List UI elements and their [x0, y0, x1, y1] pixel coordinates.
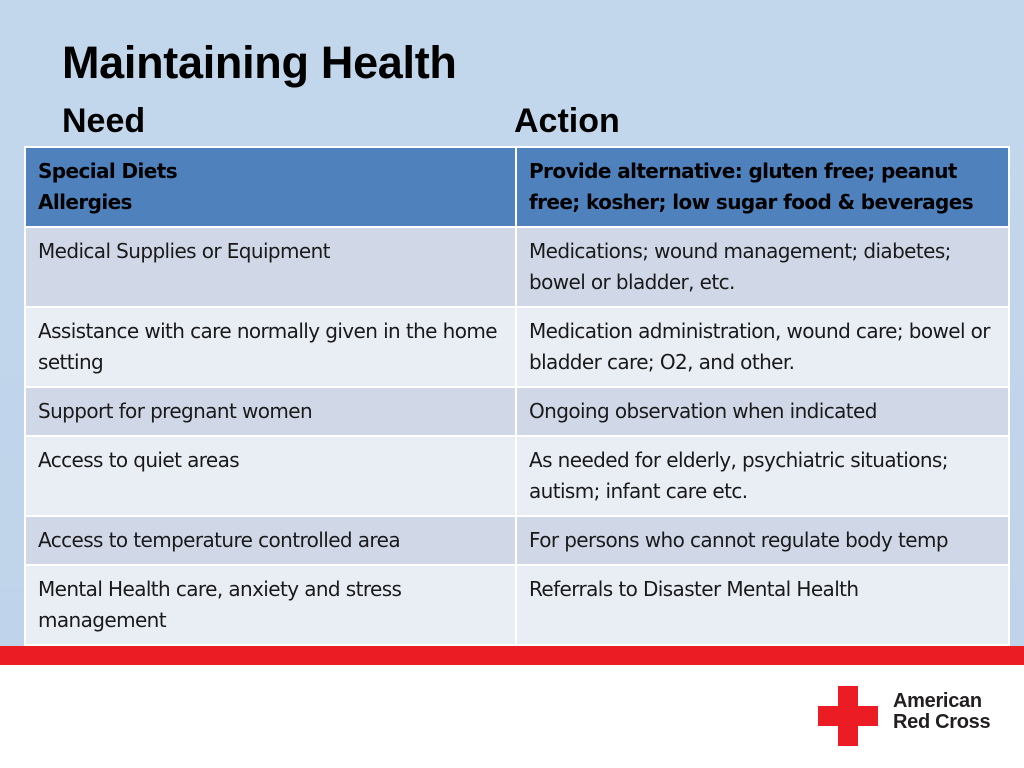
table-cell-need: Support for pregnant women: [25, 387, 516, 436]
table-row: [25, 307, 1009, 387]
table-header-row: [25, 147, 1009, 227]
logo-line-2: Red Cross: [893, 711, 991, 733]
table-cell-need: Assistance with care normally given in the home setting: [25, 307, 516, 387]
table-cell-need: Medical Supplies or Equipment: [25, 227, 516, 307]
table-cell-need: Access to temperature controlled area: [25, 516, 516, 565]
table-row: [25, 387, 1009, 436]
header-need-line: Allergies: [38, 190, 132, 214]
health-table: [24, 146, 1008, 646]
table-cell-need: Access to quiet areas: [25, 436, 516, 516]
table-cell-action: Ongoing observation when indicated: [516, 387, 1009, 436]
logo-line-1: American: [893, 690, 982, 712]
table-cell-action: Provide alternative: gluten free; peanut free; kosher; low sugar food & beverages: [516, 147, 1009, 227]
need-heading: Need: [62, 102, 146, 140]
logo-wordmark: [893, 691, 990, 733]
action-heading: Action: [514, 102, 620, 140]
table-cell-action: For persons who cannot regulate body temp: [516, 516, 1009, 565]
table-row: [25, 516, 1009, 565]
table-cell-action: Medications; wound management; diabetes; bowel or bladder, etc.: [516, 227, 1009, 307]
table-row: [25, 227, 1009, 307]
table-row: [25, 436, 1009, 516]
table-cell-need: Mental Health care, anxiety and stress management: [25, 565, 516, 645]
table-cell-action: As needed for elderly, psychiatric situations; autism; infant care etc.: [516, 436, 1009, 516]
table-cell-action: Medication administration, wound care; bowel or bladder care; O2, and other.: [516, 307, 1009, 387]
header-need-line: Special Diets: [38, 159, 177, 183]
table-cell-action: Referrals to Disaster Mental Health: [516, 565, 1009, 645]
table-cell-need: [25, 147, 516, 227]
table-row: [25, 565, 1009, 645]
slide-title: Maintaining Health: [62, 37, 457, 88]
red-cross-logo-icon: [818, 686, 878, 746]
red-stripe: [0, 646, 1024, 665]
